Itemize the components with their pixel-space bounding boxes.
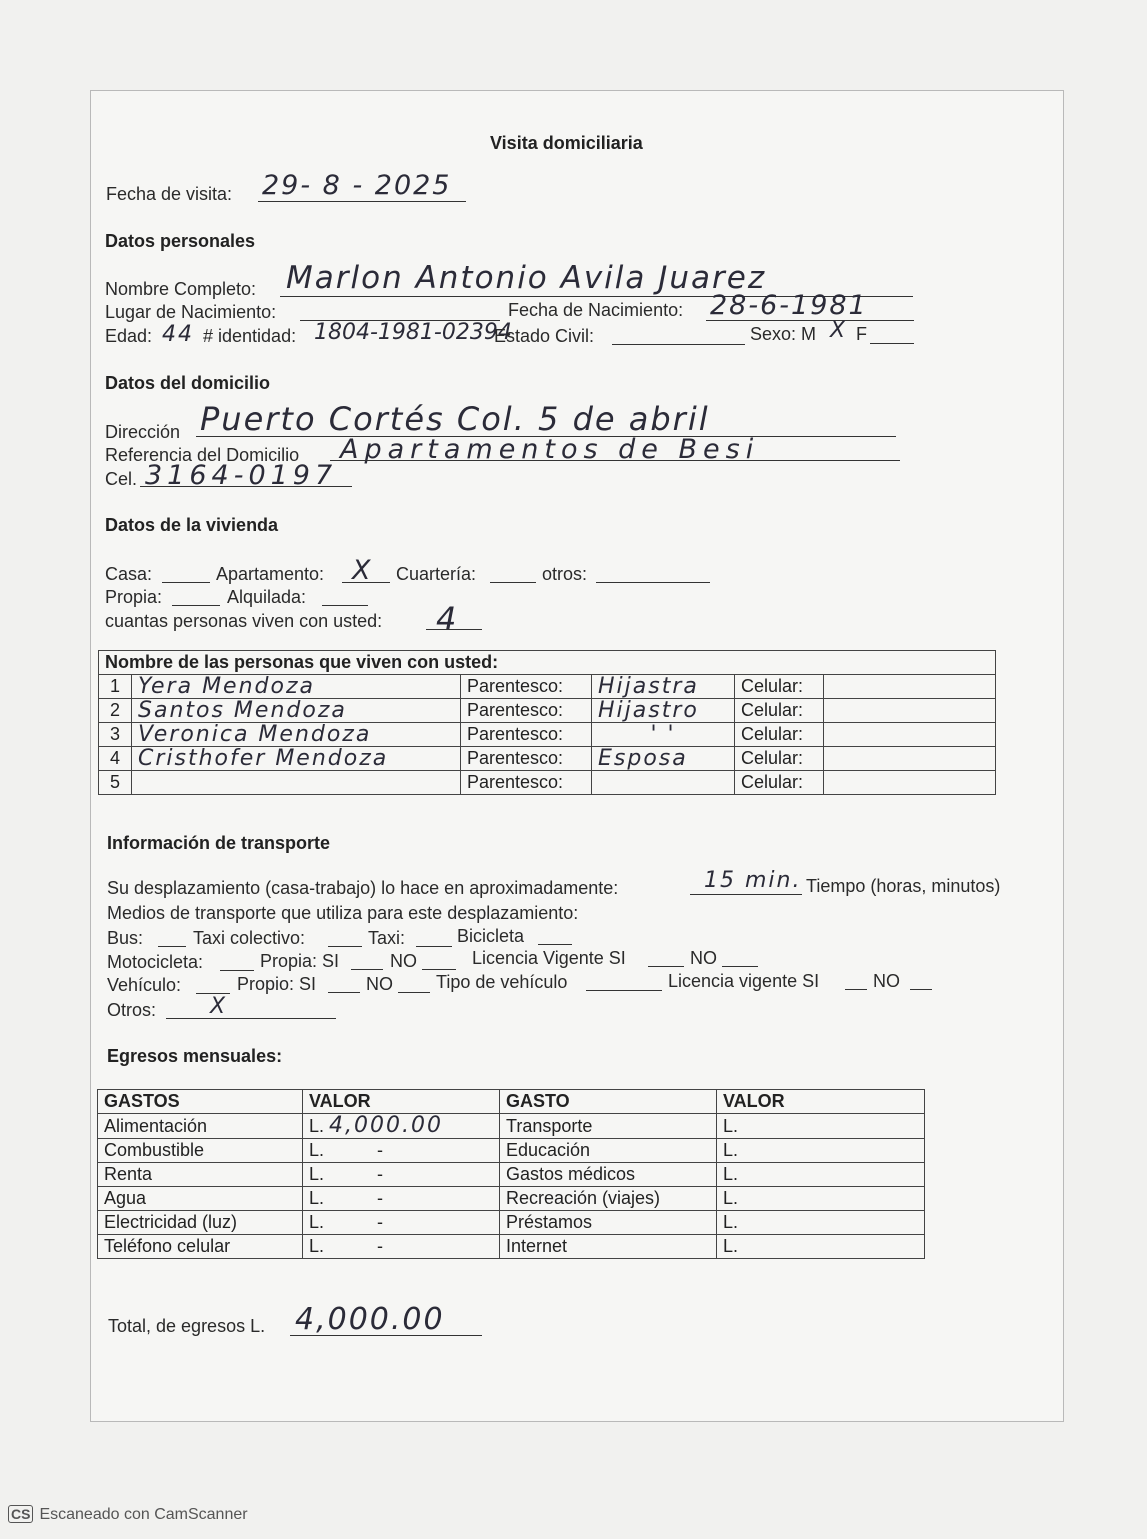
scanner-text: Escaneado con CamScanner: [39, 1506, 248, 1523]
apartamento-mark[interactable]: X: [352, 555, 373, 586]
gasto-name: Recreación (viajes): [500, 1187, 717, 1211]
fecha-visita-label: Fecha de visita:: [106, 184, 233, 204]
celular-label: Celular:: [735, 699, 824, 723]
gasto-valor[interactable]: [303, 1139, 500, 1163]
identidad-label: # identidad:: [203, 326, 297, 346]
currency-label: L.: [309, 1116, 325, 1136]
gasto-valor[interactable]: L.: [717, 1235, 925, 1259]
gasto-valor[interactable]: [303, 1211, 500, 1235]
desplazamiento-value[interactable]: 15 min.: [704, 868, 802, 893]
vivienda-heading: Datos de la vivienda: [105, 515, 279, 535]
celular-label: Celular:: [735, 723, 824, 747]
sexo-mark[interactable]: X: [830, 318, 848, 343]
persona-nombre[interactable]: Veronica Mendoza: [132, 723, 461, 747]
row-number: 2: [99, 699, 132, 723]
personas-table-header: [99, 651, 996, 675]
gasto-valor-value[interactable]: -: [377, 1212, 384, 1232]
gasto-valor[interactable]: L.: [717, 1163, 925, 1187]
desplazamiento-label: Su desplazamiento (casa-trabajo) lo hace en aproximadamente:: [107, 878, 619, 898]
apartamento-label: Apartamento:: [216, 564, 325, 584]
persona-parentesco[interactable]: [592, 771, 735, 795]
gasto-valor[interactable]: [303, 1235, 500, 1259]
page-title: Visita domiciliaria: [490, 133, 643, 153]
medios-label: Medios de transporte que utiliza para este desplazamiento:: [107, 903, 579, 923]
gasto-valor[interactable]: L.: [717, 1187, 925, 1211]
row-number: 4: [99, 747, 132, 771]
vehiculo-propio-label: Propio: SI: [237, 974, 317, 994]
lugar-nacimiento-label: Lugar de Nacimiento:: [105, 302, 277, 322]
table-row: [98, 1163, 925, 1187]
transporte-heading: Información de transporte: [107, 833, 331, 853]
licencia2-label: Licencia vigente SI: [668, 971, 820, 991]
estado-civil-label: Estado Civil:: [494, 326, 595, 346]
row-number: 5: [99, 771, 132, 795]
personas-value[interactable]: 4: [436, 600, 459, 638]
gasto-name: Gastos médicos: [500, 1163, 717, 1187]
referencia-value[interactable]: Apartamentos de Besi: [340, 434, 760, 465]
persona-celular[interactable]: [824, 723, 996, 747]
personas-heading: Nombre de las personas que viven con usted:: [99, 651, 996, 675]
persona-parentesco[interactable]: Hijastra: [592, 675, 735, 699]
cel-label: Cel.: [105, 469, 138, 489]
celular-label: Celular:: [735, 771, 824, 795]
gasto-name: Préstamos: [500, 1211, 717, 1235]
motocicleta-label: Motocicleta:: [107, 952, 204, 972]
alquilada-label: Alquilada:: [227, 587, 307, 607]
table-row: [99, 723, 996, 747]
row-number: 1: [99, 675, 132, 699]
direccion-value[interactable]: Puerto Cortés Col. 5 de abril: [200, 400, 710, 438]
fecha-visita-value[interactable]: 29- 8 - 2025: [262, 170, 452, 201]
persona-nombre[interactable]: Yera Mendoza: [132, 675, 461, 699]
total-egresos-label: Total, de egresos L.: [108, 1316, 266, 1336]
gasto-valor[interactable]: [303, 1187, 500, 1211]
licencia-no-label: NO: [690, 948, 717, 968]
col-gasto: GASTO: [500, 1090, 717, 1114]
parentesco-label: Parentesco:: [461, 723, 592, 747]
personas-table: [98, 650, 996, 795]
edad-value[interactable]: 44: [162, 322, 194, 347]
table-row: [98, 1211, 925, 1235]
nombre-label: Nombre Completo:: [105, 279, 257, 299]
domicilio-heading: Datos del domicilio: [105, 373, 271, 393]
fecha-nacimiento-label: Fecha de Nacimiento:: [508, 300, 684, 320]
egresos-heading: Egresos mensuales:: [107, 1046, 283, 1066]
gasto-valor-value[interactable]: -: [377, 1188, 384, 1208]
taxi-colectivo-label: Taxi colectivo:: [193, 928, 306, 948]
currency-label: L.: [309, 1140, 325, 1160]
gasto-valor-value[interactable]: -: [377, 1236, 384, 1256]
gasto-valor[interactable]: [303, 1114, 500, 1139]
scanner-footer: [8, 1505, 248, 1524]
row-number: 3: [99, 723, 132, 747]
tiempo-label: Tiempo (horas, minutos): [806, 876, 1001, 896]
otros-vivienda-label: otros:: [542, 564, 588, 584]
currency-label: L.: [309, 1236, 325, 1256]
vehiculo-no-label: NO: [366, 974, 393, 994]
gasto-name: Renta: [98, 1163, 303, 1187]
gasto-valor-value[interactable]: 4,000.00: [329, 1113, 443, 1138]
persona-nombre[interactable]: Santos Mendoza: [132, 699, 461, 723]
gasto-name: Alimentación: [98, 1114, 303, 1139]
taxi-label: Taxi:: [368, 928, 406, 948]
gasto-name: Agua: [98, 1187, 303, 1211]
licencia-label: Licencia Vigente SI: [472, 948, 626, 968]
bicicleta-label: Bicicleta: [457, 926, 525, 946]
moto-no-label: NO: [390, 951, 417, 971]
gasto-valor[interactable]: L.: [717, 1114, 925, 1139]
nombre-value[interactable]: Marlon Antonio Avila Juarez: [286, 260, 767, 296]
currency-label: L.: [309, 1212, 325, 1232]
fecha-nacimiento-value[interactable]: 28-6-1981: [710, 290, 868, 321]
bus-label: Bus:: [107, 928, 144, 948]
table-row: [98, 1187, 925, 1211]
currency-label: L.: [309, 1164, 325, 1184]
celular-label: Celular:: [735, 747, 824, 771]
gasto-valor-value[interactable]: -: [377, 1164, 384, 1184]
col-gastos: GASTOS: [98, 1090, 303, 1114]
datos-personales-heading: Datos personales: [105, 231, 256, 251]
currency-label: L.: [309, 1188, 325, 1208]
persona-nombre[interactable]: Cristhofer Mendoza: [132, 747, 461, 771]
table-row: [98, 1114, 925, 1139]
otros-transporte-mark[interactable]: X: [210, 994, 228, 1019]
gasto-name: Electricidad (luz): [98, 1211, 303, 1235]
parentesco-label: Parentesco:: [461, 699, 592, 723]
parentesco-label: Parentesco:: [461, 771, 592, 795]
referencia-label: Referencia del Domicilio: [105, 445, 300, 465]
persona-nombre[interactable]: [132, 771, 461, 795]
gasto-name: Transporte: [500, 1114, 717, 1139]
persona-celular[interactable]: [824, 675, 996, 699]
licencia2-no-label: NO: [873, 971, 900, 991]
egresos-table: [97, 1089, 925, 1259]
gasto-name: Internet: [500, 1235, 717, 1259]
casa-label: Casa:: [105, 564, 153, 584]
propia-label: Propia:: [105, 587, 163, 607]
parentesco-label: Parentesco:: [461, 675, 592, 699]
sexo-f-label: F: [856, 324, 867, 344]
celular-label: Celular:: [735, 675, 824, 699]
table-row: [99, 771, 996, 795]
moto-propia-label: Propia: SI: [260, 951, 340, 971]
table-row: [98, 1139, 925, 1163]
gasto-name: Educación: [500, 1139, 717, 1163]
sexo-label: Sexo: M: [750, 324, 817, 344]
persona-parentesco[interactable]: ' ': [592, 723, 735, 747]
gasto-valor[interactable]: [303, 1163, 500, 1187]
gasto-name: Teléfono celular: [98, 1235, 303, 1259]
table-row: [98, 1235, 925, 1259]
total-egresos-value[interactable]: 4,000.00: [295, 1302, 445, 1337]
cel-value[interactable]: 3164-0197: [145, 460, 338, 491]
otros-transporte-label: Otros:: [107, 1000, 157, 1020]
persona-celular[interactable]: [824, 699, 996, 723]
direccion-label: Dirección: [105, 422, 181, 442]
persona-parentesco[interactable]: Hijastro: [592, 699, 735, 723]
persona-parentesco[interactable]: Esposa: [592, 747, 735, 771]
persona-celular[interactable]: [824, 747, 996, 771]
vehiculo-label: Vehículo:: [107, 975, 182, 995]
edad-label: Edad:: [105, 326, 153, 346]
gasto-name: Combustible: [98, 1139, 303, 1163]
col-valor-2: VALOR: [717, 1090, 925, 1114]
egresos-header-row: [98, 1090, 925, 1114]
camscanner-logo-icon: CS: [8, 1505, 33, 1523]
gasto-valor[interactable]: L.: [717, 1139, 925, 1163]
gasto-valor[interactable]: L.: [717, 1211, 925, 1235]
parentesco-label: Parentesco:: [461, 747, 592, 771]
cuarteria-label: Cuartería:: [396, 564, 477, 584]
tipo-vehiculo-label: Tipo de vehículo: [436, 972, 568, 992]
personas-label: cuantas personas viven con usted:: [105, 611, 383, 631]
table-row: [99, 675, 996, 699]
persona-celular[interactable]: [824, 771, 996, 795]
identidad-value[interactable]: 1804-1981-02394: [314, 320, 512, 345]
gasto-valor-value[interactable]: -: [377, 1140, 384, 1160]
table-row: [99, 747, 996, 771]
col-valor: VALOR: [303, 1090, 500, 1114]
table-row: [99, 699, 996, 723]
